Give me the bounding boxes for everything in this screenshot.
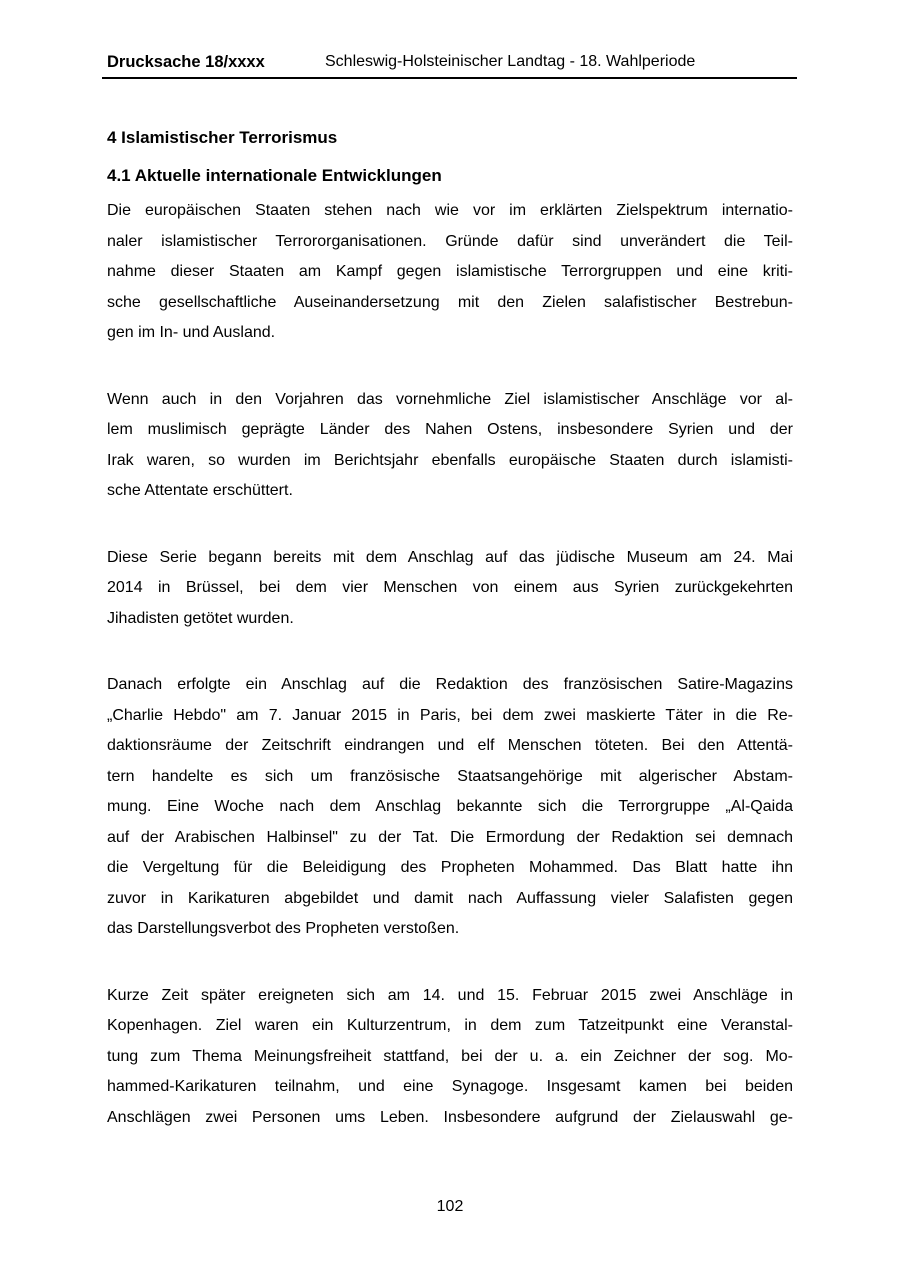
paragraph-line: Wenn auch in den Vorjahren das vornehmliche Ziel islamistischer Anschläge vor al-	[107, 390, 793, 408]
subsection-heading: 4.1 Aktuelle internationale Entwicklungen	[107, 166, 442, 185]
document-content	[107, 128, 793, 1169]
page-footer	[0, 1198, 900, 1216]
paragraph	[107, 196, 793, 349]
paragraph	[107, 670, 793, 945]
paragraph-line: lem muslimisch geprägte Länder des Nahen Ostens, insbesondere Syrien und der	[107, 421, 793, 438]
paragraph-line: Danach erfolgte ein Anschlag auf die Redaktion des französischen Satire-Magazins	[107, 676, 793, 693]
paragraph-line: hammed-Karikaturen teilnahm, und eine Synagoge. Insgesamt kamen bei beiden	[107, 1078, 793, 1095]
paragraph-line: die Vergeltung für die Beleidigung des Propheten Mohammed. Das Blatt hatte ihn	[107, 859, 793, 876]
paragraph-line: Jihadisten getötet wurden.	[107, 609, 294, 627]
paragraph-line: naler islamistischer Terrororganisationen. Gründe dafür sind unverändert die Teil-	[107, 232, 793, 250]
paragraphs	[107, 196, 793, 1133]
paragraph	[107, 385, 793, 507]
paragraph-line: zuvor in Karikaturen abgebildet und damit nach Auffassung vieler Salafisten gegen	[107, 889, 793, 907]
paragraph-line: gen im In- und Ausland.	[107, 324, 276, 341]
paragraph-line: Kopenhagen. Ziel waren ein Kulturzentrum, in dem zum Tatzeitpunkt eine Veranstal-	[107, 1017, 793, 1034]
paragraph-line: Diese Serie begann bereits mit dem Anschlag auf das jüdische Museum am 24. Mai	[107, 548, 793, 566]
paragraph-line: nahme dieser Staaten am Kampf gegen islamistische Terrorgruppen und eine kriti-	[107, 263, 793, 280]
paragraph	[107, 543, 793, 635]
paragraph-line: Die europäischen Staaten stehen nach wie vor im erklärten Zielspektrum internatio-	[107, 202, 793, 219]
paragraph-line: Irak waren, so wurden im Berichtsjahr ebenfalls europäische Staaten durch islamisti-	[107, 451, 793, 469]
page-header	[107, 53, 797, 73]
paragraph-line: „Charlie Hebdo" am 7. Januar 2015 in Paris, bei dem zwei maskierte Täter in die Re-	[107, 706, 793, 724]
header-rule	[102, 77, 797, 79]
section-heading: 4 Islamistischer Terrorismus	[107, 128, 338, 147]
paragraph-line: das Darstellungsverbot des Propheten verstoßen.	[107, 920, 460, 937]
paragraph-line: sche Attentate erschüttert.	[107, 482, 293, 499]
paragraph-line: Anschlägen zwei Personen ums Leben. Insbesondere aufgrund der Zielauswahl ge-	[107, 1108, 793, 1126]
header-title: Schleswig-Holsteinischer Landtag - 18. Wahlperiode	[325, 53, 696, 70]
paragraph-line: auf der Arabischen Halbinsel" zu der Tat. Die Ermordung der Redaktion sei demnach	[107, 828, 793, 846]
document-number: Drucksache 18/xxxx	[107, 53, 265, 71]
paragraph-line: Kurze Zeit später ereigneten sich am 14. und 15. Februar 2015 zwei Anschläge in	[107, 986, 793, 1004]
paragraph-line: 2014 in Brüssel, bei dem vier Menschen von einem aus Syrien zurückgekehrten	[107, 579, 793, 596]
paragraph-line: tern handelte es sich um französische Staatsangehörige mit algerischer Abstam-	[107, 767, 793, 785]
paragraph-line: daktionsräume der Zeitschrift eindrangen und elf Menschen töteten. Bei den Attentä-	[107, 737, 793, 754]
paragraph-line: mung. Eine Woche nach dem Anschlag bekannte sich die Terrorgruppe „Al-Qaida	[107, 798, 793, 815]
paragraph	[107, 981, 793, 1134]
page-number: 102	[436, 1198, 464, 1215]
paragraph-line: tung zum Thema Meinungsfreiheit stattfand, bei der u. a. ein Zeichner der sog. Mo-	[107, 1047, 793, 1065]
paragraph-line: sche gesellschaftliche Auseinandersetzung mit den Zielen salafistischer Bestrebun-	[107, 293, 793, 311]
